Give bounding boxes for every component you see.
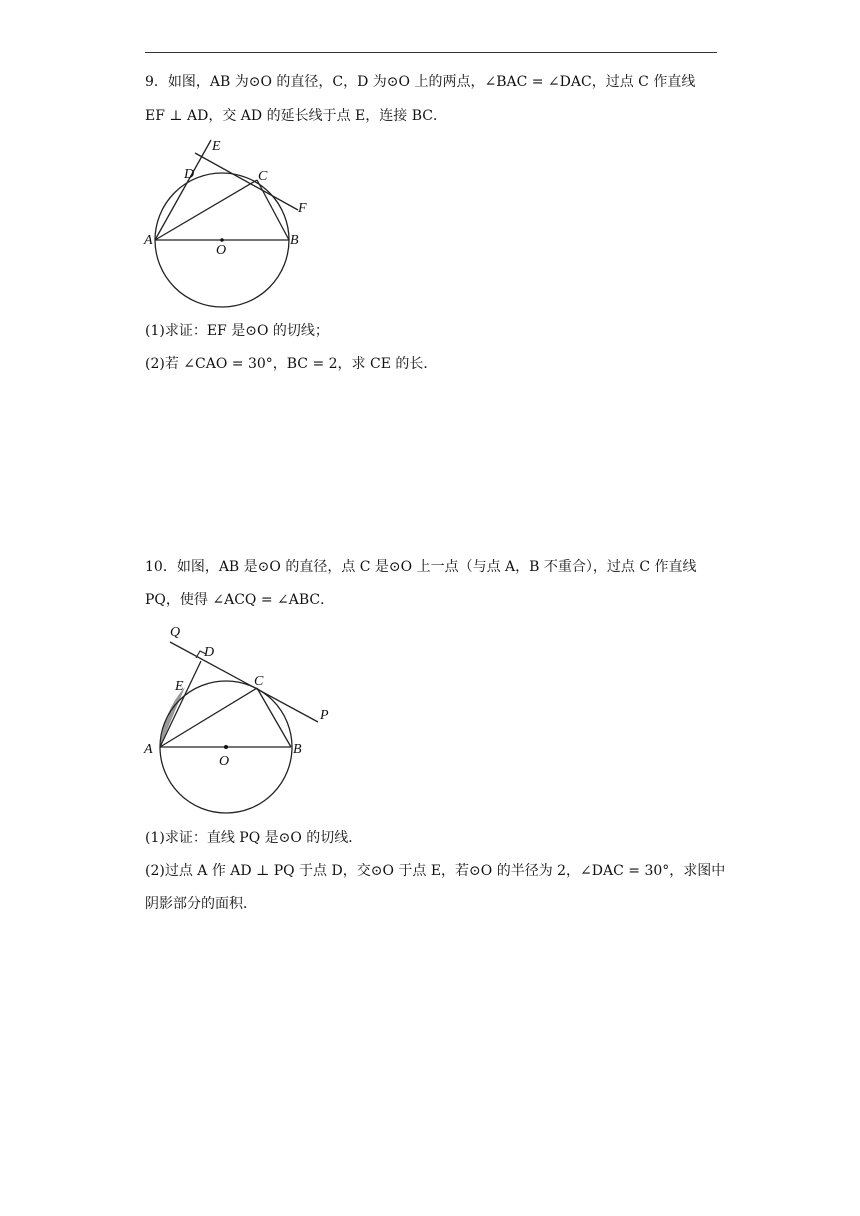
q9-label-e: E (212, 139, 221, 154)
q9-label-f: F (298, 201, 307, 216)
q10-label-p: P (320, 708, 329, 723)
q9-label-o: O (216, 243, 227, 258)
q10-label-q: Q (170, 625, 181, 640)
q10-part1: (1)求证：直线 PQ 是⊙O 的切线． (145, 830, 363, 846)
q10-label-d: D (204, 645, 215, 660)
header-rule (145, 52, 717, 53)
q10-label-c: C (254, 674, 264, 689)
q10-segment-bc (257, 688, 291, 747)
q9-label-d: D (184, 167, 195, 182)
q10-stem-line1: 10．如图，AB 是⊙O 的直径，点 C 是⊙O 上一点（与点 A，B 不重合），过点 C 作直线 (145, 559, 697, 575)
q9-part2: (2)若 ∠CAO = 30°，BC = 2，求 CE 的长． (145, 356, 438, 372)
q10-label-o: O (219, 754, 230, 769)
q10-label-e: E (175, 679, 184, 694)
q9-segment-ac (155, 180, 257, 240)
q10-center-point (224, 745, 228, 749)
q10-label-b: B (293, 742, 302, 757)
q10-part2-line2: 阴影部分的面积． (145, 896, 257, 912)
q10-figure (140, 618, 340, 818)
q9-label-b: B (290, 233, 299, 248)
q9-stem-line1: 9．如图，AB 为⊙O 的直径，C，D 为⊙O 上的两点，∠BAC = ∠DAC，过点 C 作直线 (145, 74, 696, 90)
q9-part1: (1)求证：EF 是⊙O 的切线； (145, 323, 329, 339)
q10-part2-line1: (2)过点 A 作 AD ⊥ PQ 于点 D，交⊙O 于点 E，若⊙O 的半径为 2，∠DAC = 30°，求图中 (145, 863, 726, 879)
q9-figure (140, 132, 330, 312)
q10-tangent-pq (170, 642, 318, 722)
q9-segment-bc (257, 180, 289, 240)
q9-tangent-ef (195, 153, 298, 210)
q9-stem-line2: EF ⊥ AD，交 AD 的延长线于点 E，连接 BC． (145, 108, 447, 124)
q9-label-a: A (144, 233, 153, 248)
q10-stem-line2: PQ，使得 ∠ACQ = ∠ABC． (145, 592, 335, 608)
q9-line-ae (155, 140, 211, 240)
q9-label-c: C (258, 169, 268, 184)
q10-label-a: A (144, 742, 153, 757)
q9-center-point (220, 238, 224, 242)
